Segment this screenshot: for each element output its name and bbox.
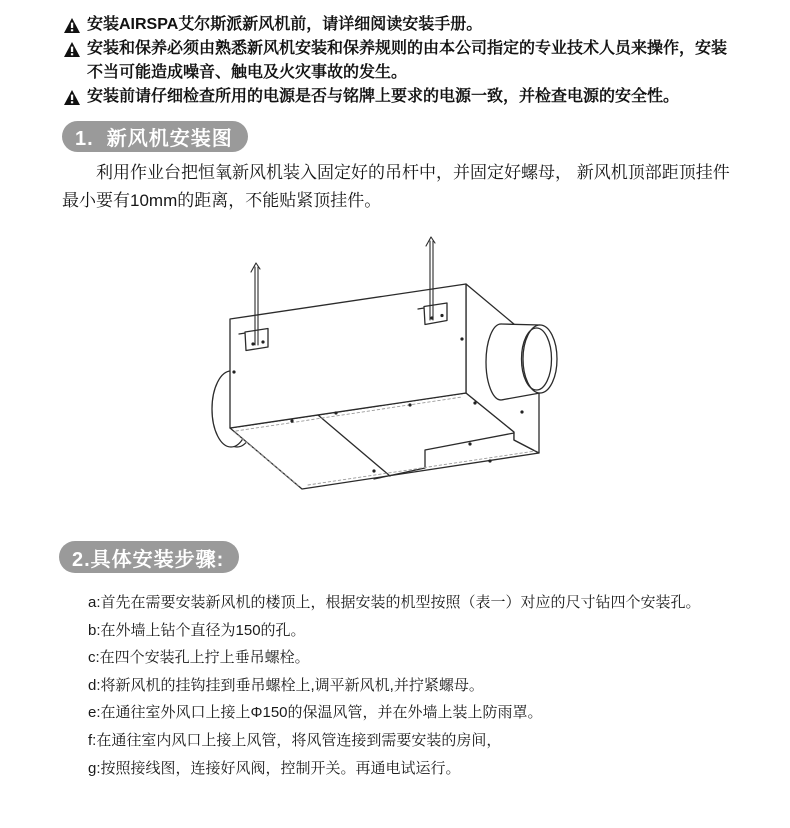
step-item-b: b:在外墙上钻个直径为150的孔。 [88, 621, 306, 639]
warning-list [64, 13, 732, 109]
step-item-a: a:首先在需要安装新风机的楼顶上，根据安装的机型按照（表一）对应的尺寸钻四个安装孔。 [88, 594, 701, 611]
warning-item [64, 13, 732, 37]
warning-icon [64, 18, 81, 33]
section-1-intro: 利用作业台把恒氧新风机装入固定好的吊杆中，并固定好螺母， 新风机顶部距顶挂件最小要有10mm的距离，不能贴紧顶挂件。 [62, 163, 730, 210]
step-item-e: e:在通往室外风口上接上Φ150的保温风管，并在外墙上装上防雨罩。 [88, 704, 543, 722]
warning-icon [64, 90, 81, 105]
warning-text: 安装AIRSPA艾尔斯派新风机前，请详细阅读安装手册。 [87, 16, 483, 33]
fan-unit-installation-figure [205, 235, 595, 520]
warning-text: 安装前请仔细检查所用的电源是否与铭牌上要求的电源一致，并检查电源的安全性。 [87, 88, 680, 105]
warning-text: 安装和保养必须由熟悉新风机安装和保养规则的由本公司指定的专业技术人员来操作，安装不当可能造成噪音、触电及火灾事故的发生。 [87, 40, 728, 81]
warning-item [64, 37, 732, 85]
step-item-d: d:将新风机的挂钩挂到垂吊螺栓上,调平新风机,并拧紧螺母。 [88, 676, 484, 694]
section-2-heading: 2.具体安装步骤: [59, 541, 239, 573]
section-1-heading: 1. 新风机安装图 [62, 121, 248, 152]
installation-steps [88, 589, 744, 782]
right-duct-collar [486, 324, 557, 400]
warning-item [64, 85, 732, 109]
warning-icon [64, 42, 81, 57]
step-item-f: f:在通往室内风口上接上风管，将风管连接到需要安装的房间， [88, 731, 502, 749]
step-item-g: g:按照接线图，连接好风阀，控制开关。再通电试运行。 [88, 759, 461, 777]
step-item-c: c:在四个安装孔上拧上垂吊螺栓。 [88, 649, 310, 667]
